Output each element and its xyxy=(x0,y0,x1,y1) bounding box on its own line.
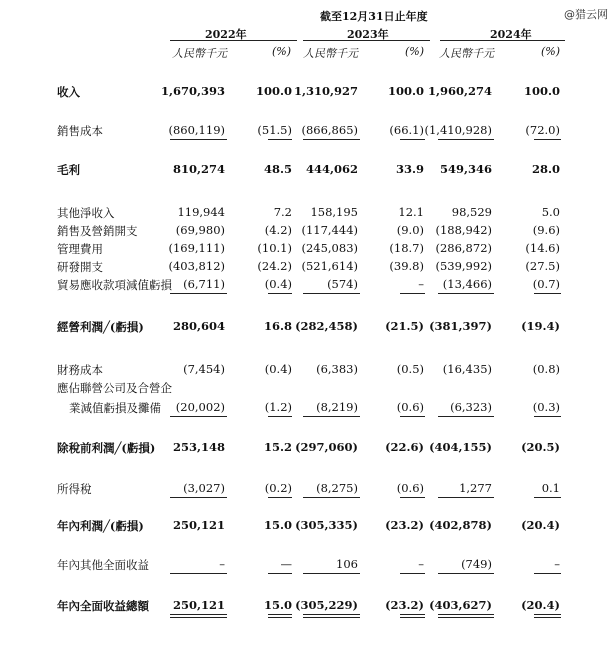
header-rule-2022 xyxy=(170,40,297,41)
row-value: 119,944 xyxy=(177,205,225,219)
row-value: (21.5) xyxy=(385,319,424,333)
row-value: 33.9 xyxy=(395,162,424,176)
row-label: 銷售及營銷開支 xyxy=(57,224,138,238)
underline xyxy=(268,573,292,574)
underline xyxy=(438,293,494,294)
underline xyxy=(170,573,227,574)
row-value: (10.1) xyxy=(257,241,292,255)
row-label: 銷售成本 xyxy=(57,124,103,138)
year-2023: 2023年 xyxy=(347,28,389,41)
row-value: (27.5) xyxy=(525,259,560,273)
row-value: 5.0 xyxy=(541,205,560,219)
row-value: (749) xyxy=(461,557,492,571)
row-value: – xyxy=(219,557,225,571)
row-value: – xyxy=(418,277,424,291)
row-value: 100.0 xyxy=(255,84,292,98)
row-label: 年內全面收益總額 xyxy=(57,599,149,613)
row-value: 15.2 xyxy=(263,440,292,454)
underline xyxy=(400,497,425,498)
row-value: 100.0 xyxy=(387,84,424,98)
row-value: (0.6) xyxy=(396,400,424,414)
row-label: 管理費用 xyxy=(57,242,103,256)
unit-rmb-2023: 人民幣千元 xyxy=(303,47,358,60)
row-value: 250,121 xyxy=(172,518,225,532)
row-value: (6,383) xyxy=(316,362,358,376)
underline xyxy=(303,497,360,498)
row-value: 15.0 xyxy=(263,518,292,532)
row-value: (20.4) xyxy=(521,598,560,612)
underline xyxy=(303,573,360,574)
row-value: 28.0 xyxy=(531,162,560,176)
header-rule-2023 xyxy=(303,40,430,41)
underline xyxy=(534,139,561,140)
row-value: (282,458) xyxy=(295,319,358,333)
row-label: 研發開支 xyxy=(57,260,103,274)
row-value: (521,614) xyxy=(301,259,358,273)
row-value: (16,435) xyxy=(442,362,492,376)
row-value: 0.1 xyxy=(541,481,560,495)
row-value: (0.2) xyxy=(264,481,292,495)
row-value: (0.4) xyxy=(264,277,292,291)
row-value: 549,346 xyxy=(439,162,492,176)
unit-pct-2022: (%) xyxy=(272,45,292,58)
unit-rmb-2024: 人民幣千元 xyxy=(439,47,494,60)
period-header: 截至12月31日止年度 xyxy=(320,10,428,23)
year-2024: 2024年 xyxy=(490,28,532,41)
underline xyxy=(438,139,494,140)
row-value: 15.0 xyxy=(263,598,292,612)
double-underline xyxy=(438,614,494,618)
header-rule-2024 xyxy=(440,40,565,41)
underline xyxy=(438,497,494,498)
double-underline xyxy=(303,614,360,618)
row-value: (305,335) xyxy=(295,518,358,532)
row-value: (0.4) xyxy=(264,362,292,376)
row-value: (6,323) xyxy=(450,400,492,414)
underline xyxy=(268,293,292,294)
row-value: (24.2) xyxy=(257,259,292,273)
row-label: 經營利潤╱(虧損) xyxy=(57,320,144,334)
row-label-continued: 業減值虧損及攤備 xyxy=(69,401,161,415)
row-value: (1,410,928) xyxy=(424,123,492,137)
underline xyxy=(400,573,425,574)
underline xyxy=(400,416,425,417)
underline xyxy=(400,293,425,294)
row-value: (69,980) xyxy=(175,223,225,237)
row-value: (20,002) xyxy=(175,400,225,414)
year-2022: 2022年 xyxy=(205,28,247,41)
underline xyxy=(268,497,292,498)
row-value: 48.5 xyxy=(263,162,292,176)
double-underline xyxy=(534,614,561,618)
row-value: (20.4) xyxy=(521,518,560,532)
underline xyxy=(534,497,561,498)
row-value: (4.2) xyxy=(264,223,292,237)
underline xyxy=(534,573,561,574)
row-value: (22.6) xyxy=(385,440,424,454)
row-value: (297,060) xyxy=(295,440,358,454)
row-value: (23.2) xyxy=(385,518,424,532)
unit-pct-2023: (%) xyxy=(405,45,425,58)
row-value: (0.5) xyxy=(396,362,424,376)
row-value: (72.0) xyxy=(525,123,560,137)
row-value: (8,275) xyxy=(316,481,358,495)
row-value: — xyxy=(280,557,292,571)
row-value: 250,121 xyxy=(172,598,225,612)
row-value: (0.8) xyxy=(532,362,560,376)
row-value: (1.2) xyxy=(264,400,292,414)
underline xyxy=(303,416,360,417)
row-value: (9.6) xyxy=(532,223,560,237)
row-value: (13,466) xyxy=(442,277,492,291)
row-value: (18.7) xyxy=(389,241,424,255)
underline xyxy=(534,293,561,294)
row-value: 16.8 xyxy=(263,319,292,333)
row-value: 253,148 xyxy=(172,440,225,454)
row-value: (14.6) xyxy=(525,241,560,255)
underline xyxy=(438,416,494,417)
row-value: (66.1) xyxy=(389,123,424,137)
row-value: (19.4) xyxy=(521,319,560,333)
row-value: 444,062 xyxy=(305,162,358,176)
row-value: 7.2 xyxy=(273,205,292,219)
row-value: (169,111) xyxy=(168,241,225,255)
underline xyxy=(170,497,227,498)
underline xyxy=(303,139,360,140)
row-value: (381,397) xyxy=(429,319,492,333)
row-value: (245,083) xyxy=(301,241,358,255)
row-value: (866,865) xyxy=(301,123,358,137)
row-value: (0.7) xyxy=(532,277,560,291)
row-label: 毛利 xyxy=(57,163,80,177)
row-value: (6,711) xyxy=(183,277,225,291)
row-label: 應佔聯營公司及合營企 xyxy=(57,381,172,395)
underline xyxy=(268,416,292,417)
row-value: 100.0 xyxy=(523,84,560,98)
row-value: (0.3) xyxy=(532,400,560,414)
row-value: 1,670,393 xyxy=(160,84,225,98)
underline xyxy=(170,416,227,417)
row-value: (117,444) xyxy=(301,223,358,237)
row-label: 貿易應收款項減值虧損 xyxy=(57,278,172,292)
double-underline xyxy=(170,614,227,618)
watermark: @猎云网 xyxy=(564,8,608,21)
row-label: 年內利潤╱(虧損) xyxy=(57,519,144,533)
row-value: 1,277 xyxy=(459,481,492,495)
row-value: (286,872) xyxy=(435,241,492,255)
row-value: (51.5) xyxy=(257,123,292,137)
underline xyxy=(170,293,227,294)
row-value: (574) xyxy=(327,277,358,291)
row-value: (20.5) xyxy=(521,440,560,454)
row-value: 98,529 xyxy=(451,205,492,219)
underline xyxy=(170,139,227,140)
row-value: (539,992) xyxy=(435,259,492,273)
row-value: (403,627) xyxy=(429,598,492,612)
underline xyxy=(534,416,561,417)
double-underline xyxy=(268,614,292,618)
underline xyxy=(438,573,494,574)
row-value: (8,219) xyxy=(316,400,358,414)
row-value: (305,229) xyxy=(295,598,358,612)
row-value: (0.6) xyxy=(396,481,424,495)
row-value: (9.0) xyxy=(396,223,424,237)
row-value: 158,195 xyxy=(310,205,358,219)
row-label: 其他淨收入 xyxy=(57,206,115,220)
underline xyxy=(268,139,292,140)
row-value: (404,155) xyxy=(429,440,492,454)
row-value: (860,119) xyxy=(168,123,225,137)
row-value: 810,274 xyxy=(172,162,225,176)
row-value: 1,310,927 xyxy=(293,84,358,98)
row-value: (39.8) xyxy=(389,259,424,273)
row-value: (3,027) xyxy=(183,481,225,495)
row-value: 1,960,274 xyxy=(427,84,492,98)
row-value: 106 xyxy=(336,557,358,571)
row-value: (188,942) xyxy=(435,223,492,237)
row-label: 財務成本 xyxy=(57,363,103,377)
row-label: 年內其他全面收益 xyxy=(57,558,149,572)
row-label: 所得稅 xyxy=(57,482,92,496)
row-value: – xyxy=(418,557,424,571)
unit-rmb-2022: 人民幣千元 xyxy=(172,47,227,60)
double-underline xyxy=(400,614,425,618)
unit-pct-2024: (%) xyxy=(541,45,561,58)
row-value: 280,604 xyxy=(172,319,225,333)
row-value: (403,812) xyxy=(168,259,225,273)
underline xyxy=(303,293,360,294)
row-value: (7,454) xyxy=(183,362,225,376)
underline xyxy=(400,139,425,140)
row-label: 收入 xyxy=(57,85,80,99)
row-value: – xyxy=(554,557,560,571)
row-value: 12.1 xyxy=(398,205,424,219)
row-label: 除稅前利潤╱(虧損) xyxy=(57,441,156,455)
row-value: (402,878) xyxy=(429,518,492,532)
row-value: (23.2) xyxy=(385,598,424,612)
